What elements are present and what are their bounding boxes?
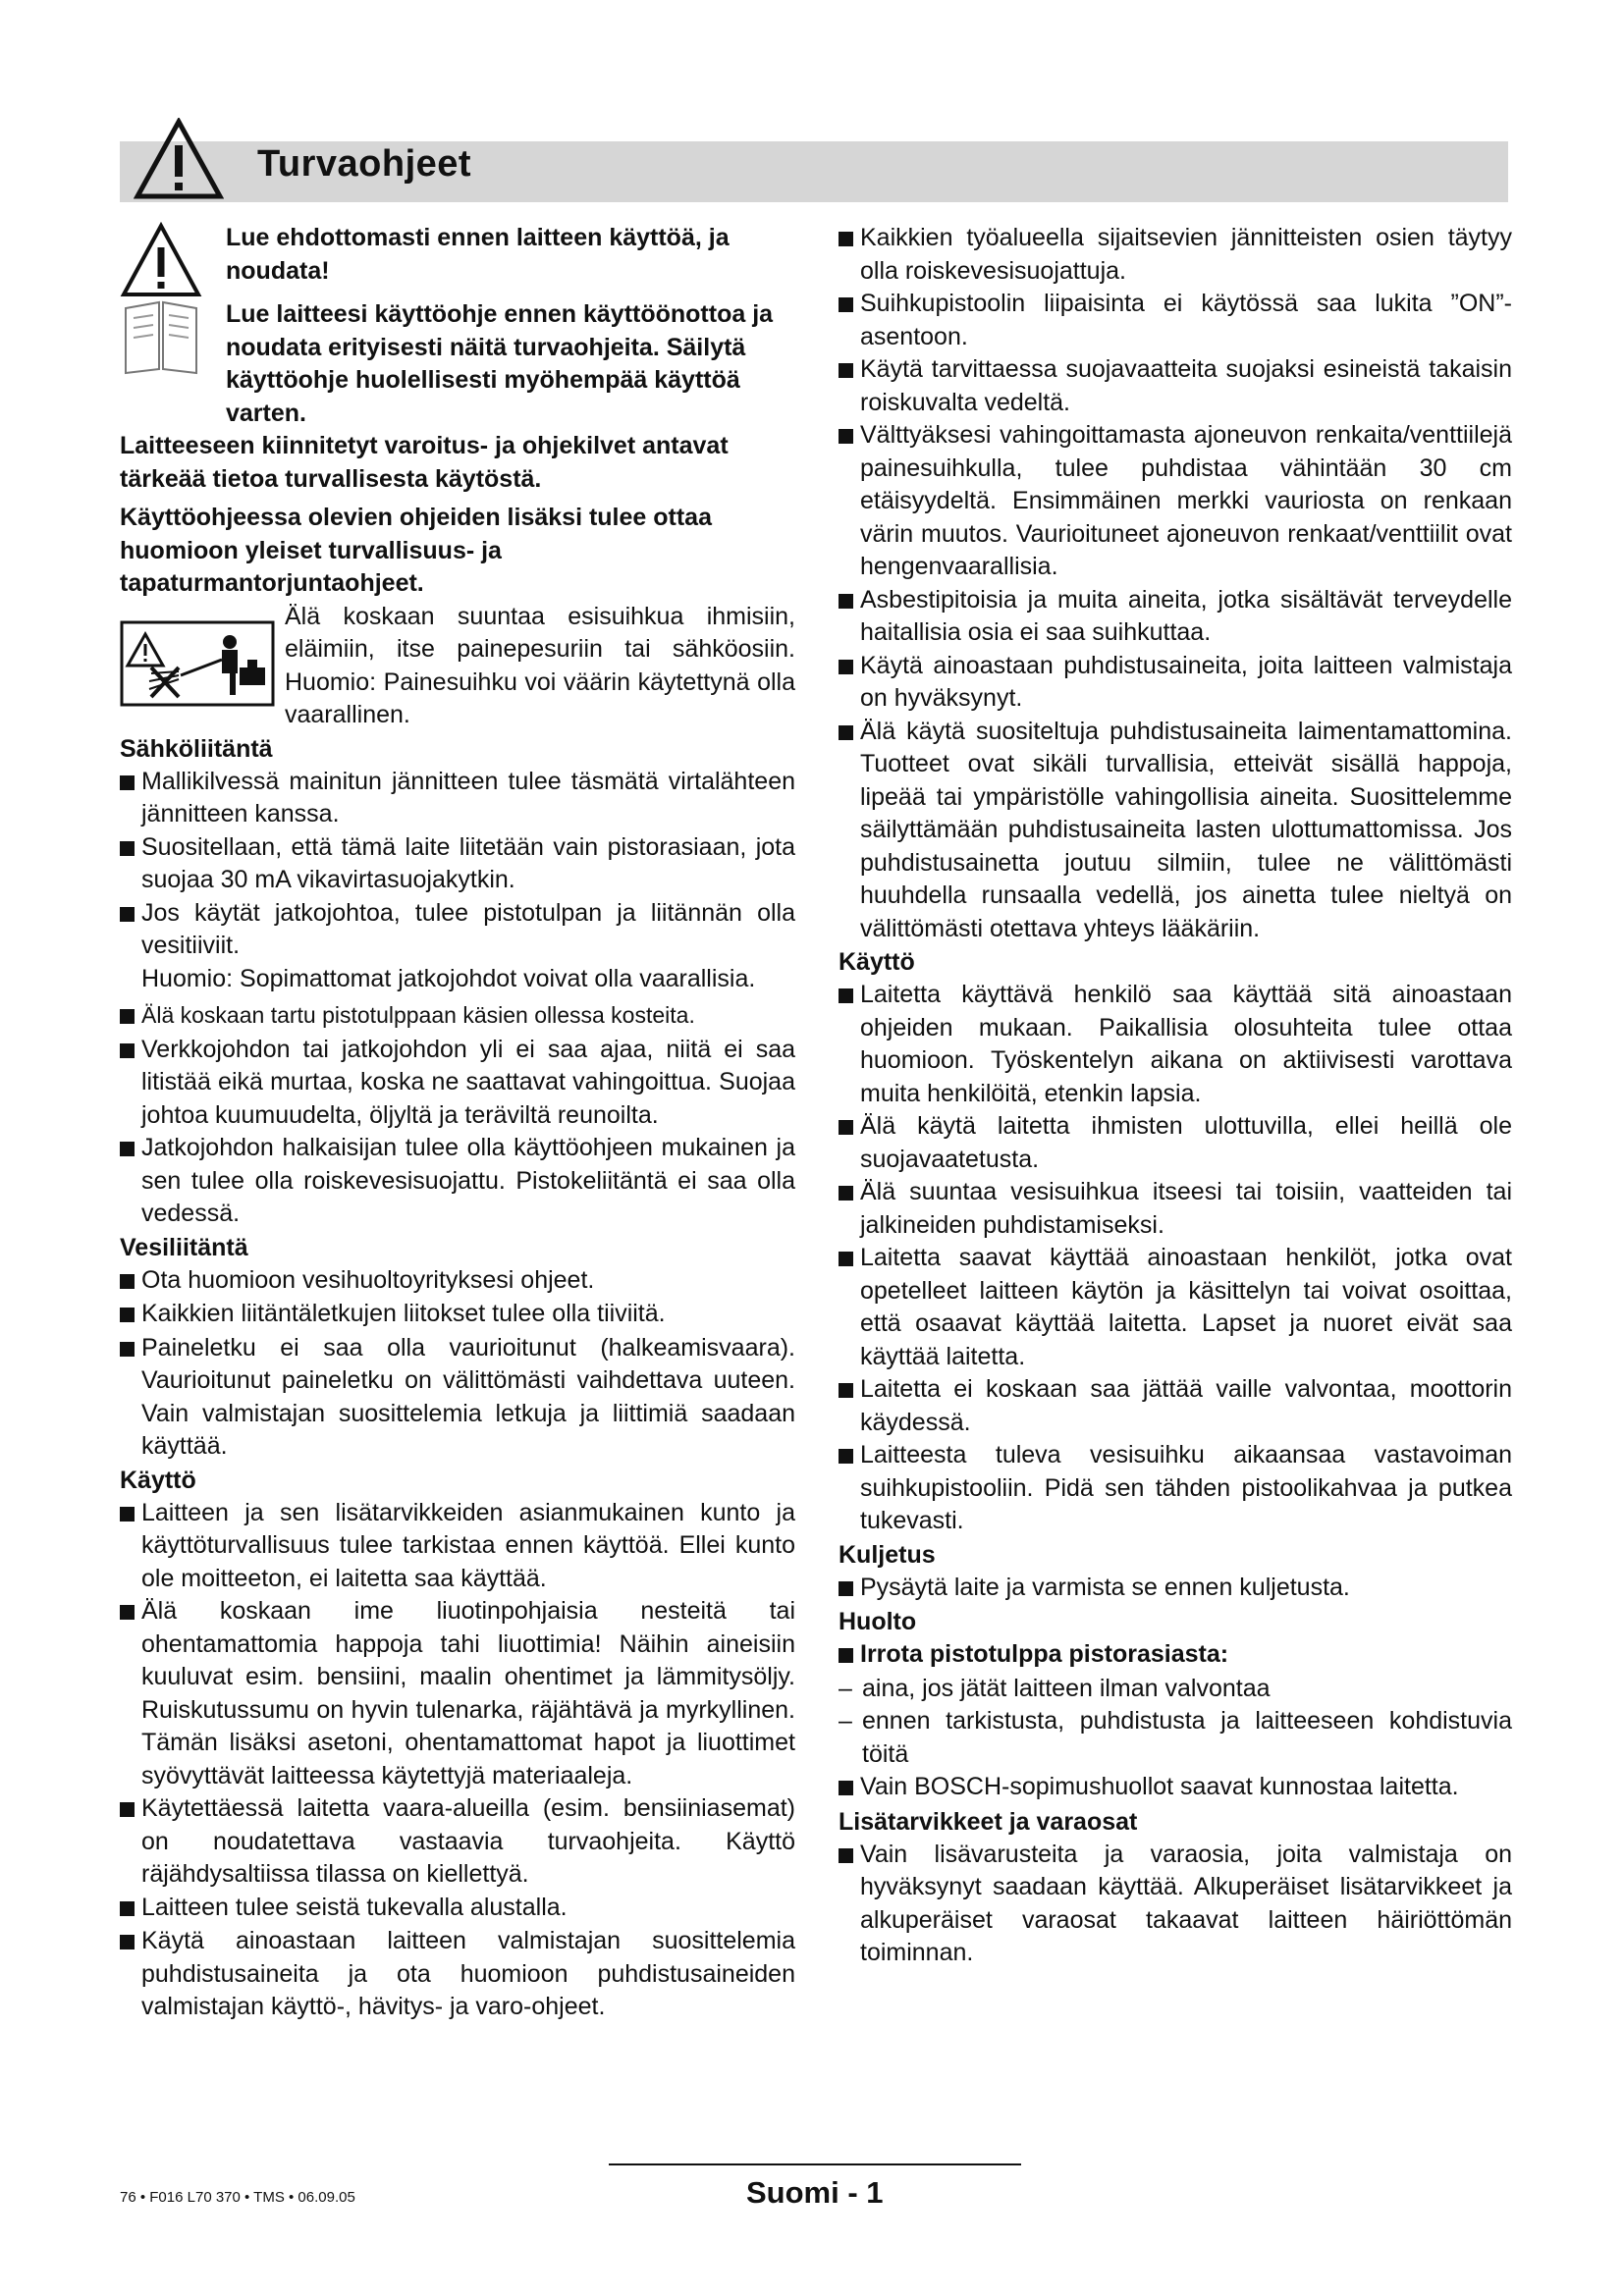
dash-item: – ennen tarkistusta, puhdistusta ja laitteeseen kohdistuvia töitä bbox=[839, 1707, 1512, 1768]
footer-doc-id: 76 • F016 L70 370 • TMS • 06.09.05 bbox=[120, 2189, 355, 2206]
bullet-icon bbox=[839, 222, 860, 288]
spray-warning-text: Älä koskaan suuntaa esisuihkua ihmisiin, eläimiin, itse painepesuriin tai sähköosiin. Huomio: Painesuihku voi väärin käytettynä olla vaarallinen. bbox=[285, 602, 795, 728]
dash-item: – aina, jos jätät laitteen ilman valvontaa bbox=[839, 1674, 1271, 1702]
page-title: Turvaohjeet bbox=[257, 143, 472, 185]
bullet-icon bbox=[120, 1497, 141, 1596]
bullet-icon bbox=[120, 999, 141, 1034]
footer-rule bbox=[609, 2163, 1021, 2165]
spray-warning-pictogram-icon bbox=[120, 620, 275, 707]
list-item: Laitetta saavat käyttää ainoastaan henkilöt, jotka ovat opetelleet laitteen käytön ja käsittelyn tai voivat osoittaa, että osaavat käyttää laitetta. Lapset ja nuoret eivät saa käyttää laitetta. bbox=[839, 1242, 1512, 1373]
list-item: Jos käytät jatkojohtoa, tulee pistotulpan ja liitännän olla vesitiiviit. bbox=[120, 897, 795, 963]
bullet-icon bbox=[839, 716, 860, 946]
bullet-icon bbox=[839, 979, 860, 1110]
spray-warning bbox=[120, 601, 795, 732]
list-item: Laitteesta tuleva vesisuihku aikaansaa vastavoiman suihkupistooliin. Pidä sen tähden pistoolikahvaa ja putkea tukevasti. bbox=[839, 1439, 1512, 1538]
heading-kaytto: Käyttö bbox=[839, 948, 915, 976]
bullet-icon bbox=[839, 288, 860, 353]
bullet-icon bbox=[120, 1132, 141, 1231]
list-item: Laitteen tulee seistä tukevalla alustalla. bbox=[120, 1892, 795, 1926]
bullet-icon bbox=[839, 1839, 860, 1970]
heading-lisatarvikkeet: Lisätarvikkeet ja varaosat bbox=[839, 1807, 1138, 1836]
bullet-icon bbox=[839, 1771, 860, 1805]
list-item: Asbestipitoisia ja muita aineita, jotka sisältävät terveydelle haitallisia osia ei saa suihkuttaa. bbox=[839, 584, 1512, 650]
list-item: Suihkupistoolin liipaisinta ei käytössä saa lukita ”ON”-asentoon. bbox=[839, 288, 1512, 353]
bullet-icon bbox=[839, 1439, 860, 1538]
list-item: Laitteen ja sen lisätarvikkeiden asianmukainen kunto ja käyttöturvallisuus tulee tarkistaa ennen käyttöä. Ellei kunto ole moitteeton, ei laitetta saa käyttää. bbox=[120, 1497, 795, 1596]
list-item: Älä käytä suositeltuja puhdistusaineita laimentamattomina. Tuotteet ovat sikäli turvallisia, etteivät sisällä happoja, lipeää tai ympäristölle vahingollisia aineita. Suosittelemme säilyttämään puhdistusaineita lasten ulottumattomissa. Jos puhdistusainetta joutuu silmiin, tulee ne välittömästi huuhdella runsaalla vedellä, jos ainetta tulee nieltyä on välittömästi otettava yhteys lääkäriin. bbox=[839, 716, 1512, 946]
bullet-icon bbox=[839, 584, 860, 650]
bullet-icon bbox=[120, 1034, 141, 1133]
list-item: Ota huomioon vesihuoltoyrityksesi ohjeet. bbox=[120, 1264, 795, 1299]
list-item-note: Huomio: Sopimattomat jatkojohdot voivat olla vaarallisia. bbox=[141, 964, 756, 992]
bullet-icon bbox=[120, 1298, 141, 1332]
notice-text-2: Lue laitteesi käyttöohje ennen käyttöönottoa ja noudata erityisesti näitä turvaohjeita. Säilytä käyttöohje huolellisesti myöhempää käyttöä varten. bbox=[226, 300, 774, 427]
notice-text-1: Lue ehdottomasti ennen laitteen käyttöä, ja noudata! bbox=[226, 224, 730, 285]
list-item: Jatkojohdon halkaisijan tulee olla käyttöohjeen mukainen ja sen tulee olla roiskevesisuojattu. Pistokeliitäntä ei saa olla vedessä. bbox=[120, 1132, 795, 1231]
list-item: Käytettäessä laitetta vaara-alueilla (esim. bensiiniasemat) on noudatettava vastaavia turvaohjeita. Käyttö räjähdysaltiissa tilassa on kiellettyä. bbox=[120, 1792, 795, 1892]
bullet-icon bbox=[839, 419, 860, 584]
list-item: Käytä ainoastaan puhdistusaineita, joita laitteen valmistaja on hyväksynyt. bbox=[839, 650, 1512, 716]
list-item: Älä koskaan ime liuotinpohjaisia nesteitä tai ohentamattomia happoja tahi liuottimia! Näihin aineisiin kuuluvat esim. bensiini, maalin ohentimet ja lämmitysöljy. Ruiskutussumu on hyvin tulenarka, räjähtävä ja myrkyllinen. Tämän lisäksi asetoni, ohentamattomat hapot ja liuottimet syövyttävät laitteessa käytettyjä materiaaleja. bbox=[120, 1595, 795, 1792]
list-item: Verkkojohdon tai jatkojohdon yli ei saa ajaa, niitä ei saa litistää eikä murtaa, koska ne saattavat vahingoittua. Suojaa johtoa kuumuudelta, öljyltä ja teräviltä reunoilta. bbox=[120, 1034, 795, 1133]
bullet-icon bbox=[120, 1892, 141, 1926]
list-item: Mallikilvessä mainitun jännitteen tulee täsmätä virtalähteen jännitteen kanssa. bbox=[120, 766, 795, 831]
left-column bbox=[120, 222, 795, 2024]
list-item: Kaikkien työalueella sijaitsevien jännitteisten osien täytyy olla roiskevesisuojattuja. bbox=[839, 222, 1512, 288]
heading-kaytto: Käyttö bbox=[120, 1466, 196, 1494]
heading-sahkoliitanta: Sähköliitäntä bbox=[120, 734, 273, 763]
list-item: Laitetta ei koskaan saa jättää vaille valvontaa, moottorin käydessä. bbox=[839, 1373, 1512, 1439]
bullet-icon bbox=[120, 766, 141, 831]
list-item: Älä suuntaa vesisuihkua itseesi tai toisiin, vaatteiden tai jalkineiden puhdistamiseksi. bbox=[839, 1176, 1512, 1242]
bullet-icon bbox=[839, 650, 860, 716]
list-item: Vain lisävarusteita ja varaosia, joita valmistaja on hyväksynyt saadaan käyttää. Alkuperäiset lisätarvikkeet ja alkuperäiset varaosat takaavat laitteen häiriöttömän toiminnan. bbox=[839, 1839, 1512, 1970]
list-item: Vain BOSCH-sopimushuollot saavat kunnostaa laitetta. bbox=[839, 1771, 1512, 1805]
notice-text-4: Käyttöohjeessa olevien ohjeiden lisäksi tulee ottaa huomioon yleiset turvallisuus- ja tapaturmantorjuntaohjeet. bbox=[120, 504, 712, 597]
heading-huolto: Huolto bbox=[839, 1608, 917, 1635]
list-item: Välttyäksesi vahingoittamasta ajoneuvon renkaita/venttiilejä painesuihkulla, tulee puhdistaa vähintään 30 cm etäisyydeltä. Ensimmäinen merkki vauriosta on renkaan värin muutos. Vaurioituneet ajoneuvon renkaat/venttiilit ovat hengenvaarallisia. bbox=[839, 419, 1512, 584]
bullet-icon bbox=[839, 1110, 860, 1176]
notice-read-before-use bbox=[120, 222, 795, 298]
warning-triangle-icon bbox=[120, 222, 202, 298]
bullet-icon bbox=[120, 1925, 141, 2024]
notice-text-3: Laitteeseen kiinnitetyt varoitus- ja ohjekilvet antavat tärkeää tietoa turvallisesta käytöstä. bbox=[120, 432, 729, 493]
bullet-icon bbox=[120, 1332, 141, 1464]
list-item: Laitetta käyttävä henkilö saa käyttää sitä ainoastaan ohjeiden mukaan. Paikallisia olosuhteita tulee ottaa huomioon. Työskentelyn aikana on aktiivisesti varottava muita henkilöitä, etenkin lapsia. bbox=[839, 979, 1512, 1110]
footer-page-number: Suomi - 1 bbox=[746, 2175, 884, 2210]
heading-vesiliitanta: Vesiliitäntä bbox=[120, 1233, 248, 1261]
list-item: Suositellaan, että tämä laite liitetään vain pistorasiaan, jota suojaa 30 mA vikavirtasuojakytkin. bbox=[120, 831, 795, 897]
bullet-icon bbox=[839, 1638, 860, 1673]
list-item: Paineletku ei saa olla vaurioitunut (halkeamisvaara). Vaurioitunut paineletku on välittömästi vaihdettava uuteen. Vain valmistajan suosittelemia letkuja ja liittimiä saadaan käyttää. bbox=[120, 1332, 795, 1464]
manual-book-icon bbox=[120, 298, 202, 377]
list-item: Kaikkien liitäntäletkujen liitokset tulee olla tiiviitä. bbox=[120, 1298, 795, 1332]
list-item: Pysäytä laite ja varmista se ennen kuljetusta. bbox=[839, 1572, 1512, 1606]
bullet-icon bbox=[120, 1595, 141, 1792]
right-column bbox=[839, 222, 1512, 1970]
list-item: Älä koskaan tartu pistotulppaan käsien ollessa kosteita. bbox=[120, 999, 795, 1034]
heading-kuljetus: Kuljetus bbox=[839, 1540, 936, 1569]
list-item: Käytä tarvittaessa suojavaatteita suojaksi esineistä takaisin roiskuvalta vedeltä. bbox=[839, 353, 1512, 419]
list-item: Irrota pistotulppa pistorasiasta: bbox=[839, 1638, 1512, 1673]
bullet-icon bbox=[120, 1264, 141, 1299]
bullet-icon bbox=[839, 1242, 860, 1373]
bullet-icon bbox=[120, 1792, 141, 1892]
notice-manual bbox=[120, 298, 795, 430]
bullet-icon bbox=[839, 1176, 860, 1242]
bullet-icon bbox=[120, 831, 141, 897]
bullet-icon bbox=[839, 1572, 860, 1606]
list-item: Käytä ainoastaan laitteen valmistajan suosittelemia puhdistusaineita ja ota huomioon puhdistusaineiden valmistajan käyttö-, hävitys- ja varo-ohjeet. bbox=[120, 1925, 795, 2024]
bullet-icon bbox=[839, 1373, 860, 1439]
warning-triangle-icon bbox=[134, 118, 224, 200]
bullet-icon bbox=[120, 897, 141, 963]
list-item: Älä käytä laitetta ihmisten ulottuvilla, ellei heillä ole suojavaatetusta. bbox=[839, 1110, 1512, 1176]
bullet-icon bbox=[839, 353, 860, 419]
